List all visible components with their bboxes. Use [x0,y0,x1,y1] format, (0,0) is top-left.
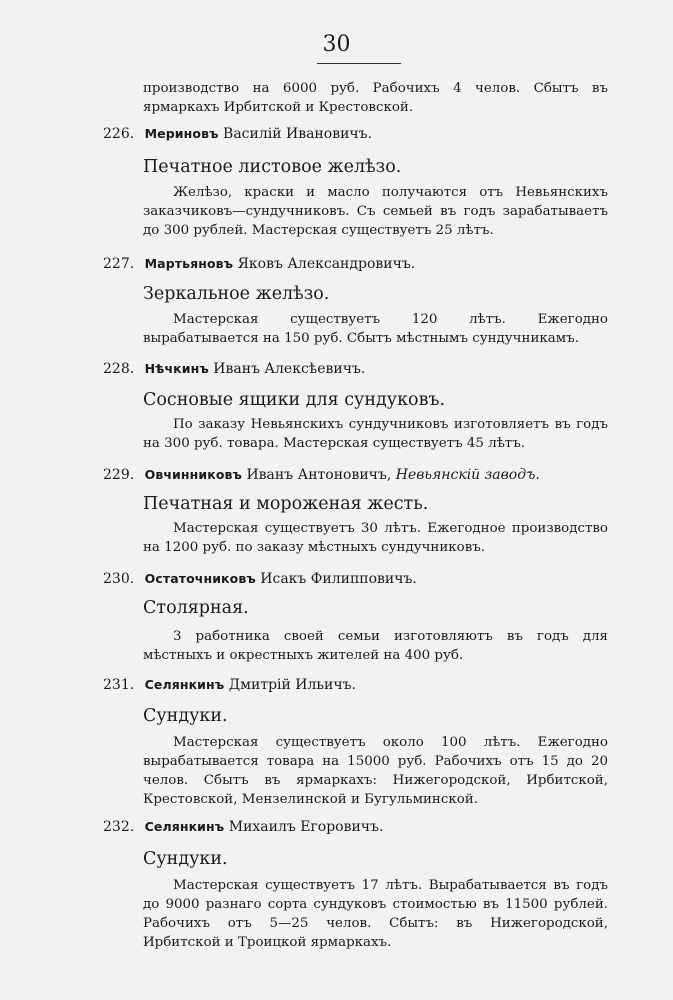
entry-surname: Селянкинъ [144,819,225,834]
entry-surname: Овчинниковъ [144,467,243,482]
page-number: 30 [322,32,351,57]
entry-228-heading [103,359,623,379]
entry-227-text [143,310,608,348]
entry-232-text [143,876,608,952]
entry-text: 3 работника своей семьи изготовляютъ въ годъ для мѣстныхъ и окрестныхъ жителей на 400 руб. [143,629,608,663]
entry-number: 228. [103,361,135,377]
entry-text: Мастерская существуетъ 120 лѣтъ. Ежегодно вырабатывается на 150 руб. Сбытъ мѣстнымъ сундучникамъ. [143,312,608,346]
entry-place: Невьянскій заводъ. [395,467,540,483]
entry-given-name: Дмитрій Ильичъ. [228,677,356,693]
entry-surname: Мартьяновъ [144,256,234,271]
entry-226-text [143,183,608,240]
entry-232-heading [103,817,623,837]
entry-given-name: Иванъ Антоновичъ, [246,467,392,483]
entry-230-trade: Столярная. [143,598,249,618]
entry-given-name: Михаилъ Егоровичъ. [228,819,384,835]
entry-text: Желѣзо, краски и масло получаются отъ Невьянскихъ заказчиковъ—сундучниковъ. Съ семьей въ годъ зарабатываетъ до 300 рублей. Мастерская существуетъ 25 лѣтъ. [143,185,608,238]
entry-230-heading [103,569,623,589]
entry-surname: Остаточниковъ [144,571,256,586]
entry-number: 232. [103,819,135,835]
entry-surname: Селянкинъ [144,677,225,692]
entry-229-heading [103,465,623,485]
entry-227-heading [103,254,623,274]
entry-230-text [143,627,608,665]
entry-226-trade: Печатное листовое желѣзо. [143,157,402,177]
entry-number: 231. [103,677,135,693]
entry-text: Мастерская существуетъ около 100 лѣтъ. Ежегодно вырабатывается товара на 15000 руб. Рабочихъ отъ 15 до 20 челов. Сбытъ въ ярмаркахъ: Нижегородской, Ирбитской, Крестовской, Мензелинской и Бугульминской. [143,735,608,807]
entry-surname: Нѣчкинъ [144,361,209,376]
entry-229-trade: Печатная и мороженая жесть. [143,494,429,514]
continuation-paragraph: производство на 6000 руб. Рабочихъ 4 челов. Сбытъ въ ярмаркахъ Ирбитской и Крестовской. [143,81,608,115]
entry-given-name: Яковъ Александровичъ. [237,256,416,272]
entry-231-heading [103,675,623,695]
entry-number: 226. [103,126,135,142]
entry-given-name: Иванъ Алексѣевичъ. [213,361,366,377]
entry-228-trade: Сосновые ящики для сундуковъ. [143,390,446,410]
entry-text: Мастерская существуетъ 30 лѣтъ. Ежегодное производство на 1200 руб. по заказу мѣстныхъ сундучниковъ. [143,521,608,555]
entry-number: 227. [103,256,135,272]
entry-text: По заказу Невьянскихъ сундучниковъ изготовляетъ въ годъ на 300 руб. товара. Мастерская существуетъ 45 лѣтъ. [143,417,608,451]
entry-229-text [143,519,608,557]
entry-given-name: Василій Ивановичъ. [223,126,373,142]
entry-number: 230. [103,571,135,587]
entry-given-name: Исакъ Филипповичъ. [260,571,417,587]
entry-231-trade: Сундуки. [143,706,228,726]
entry-232-trade: Сундуки. [143,849,228,869]
entry-number: 229. [103,467,135,483]
entry-226-heading [103,124,623,144]
entry-231-text [143,733,608,809]
page-number-rule [317,63,401,64]
entry-227-trade: Зеркальное желѣзо. [143,284,330,304]
entry-text: Мастерская существуетъ 17 лѣтъ. Вырабатывается въ годъ до 9000 разнаго сорта сундуковъ стоимостью въ 11500 рублей. Рабочихъ отъ 5—25 челов. Сбытъ: въ Нижегородской, Ирбитской и Троицкой ярмаркахъ. [143,878,608,950]
entry-228-text [143,415,608,453]
entry-surname: Мериновъ [144,126,219,141]
